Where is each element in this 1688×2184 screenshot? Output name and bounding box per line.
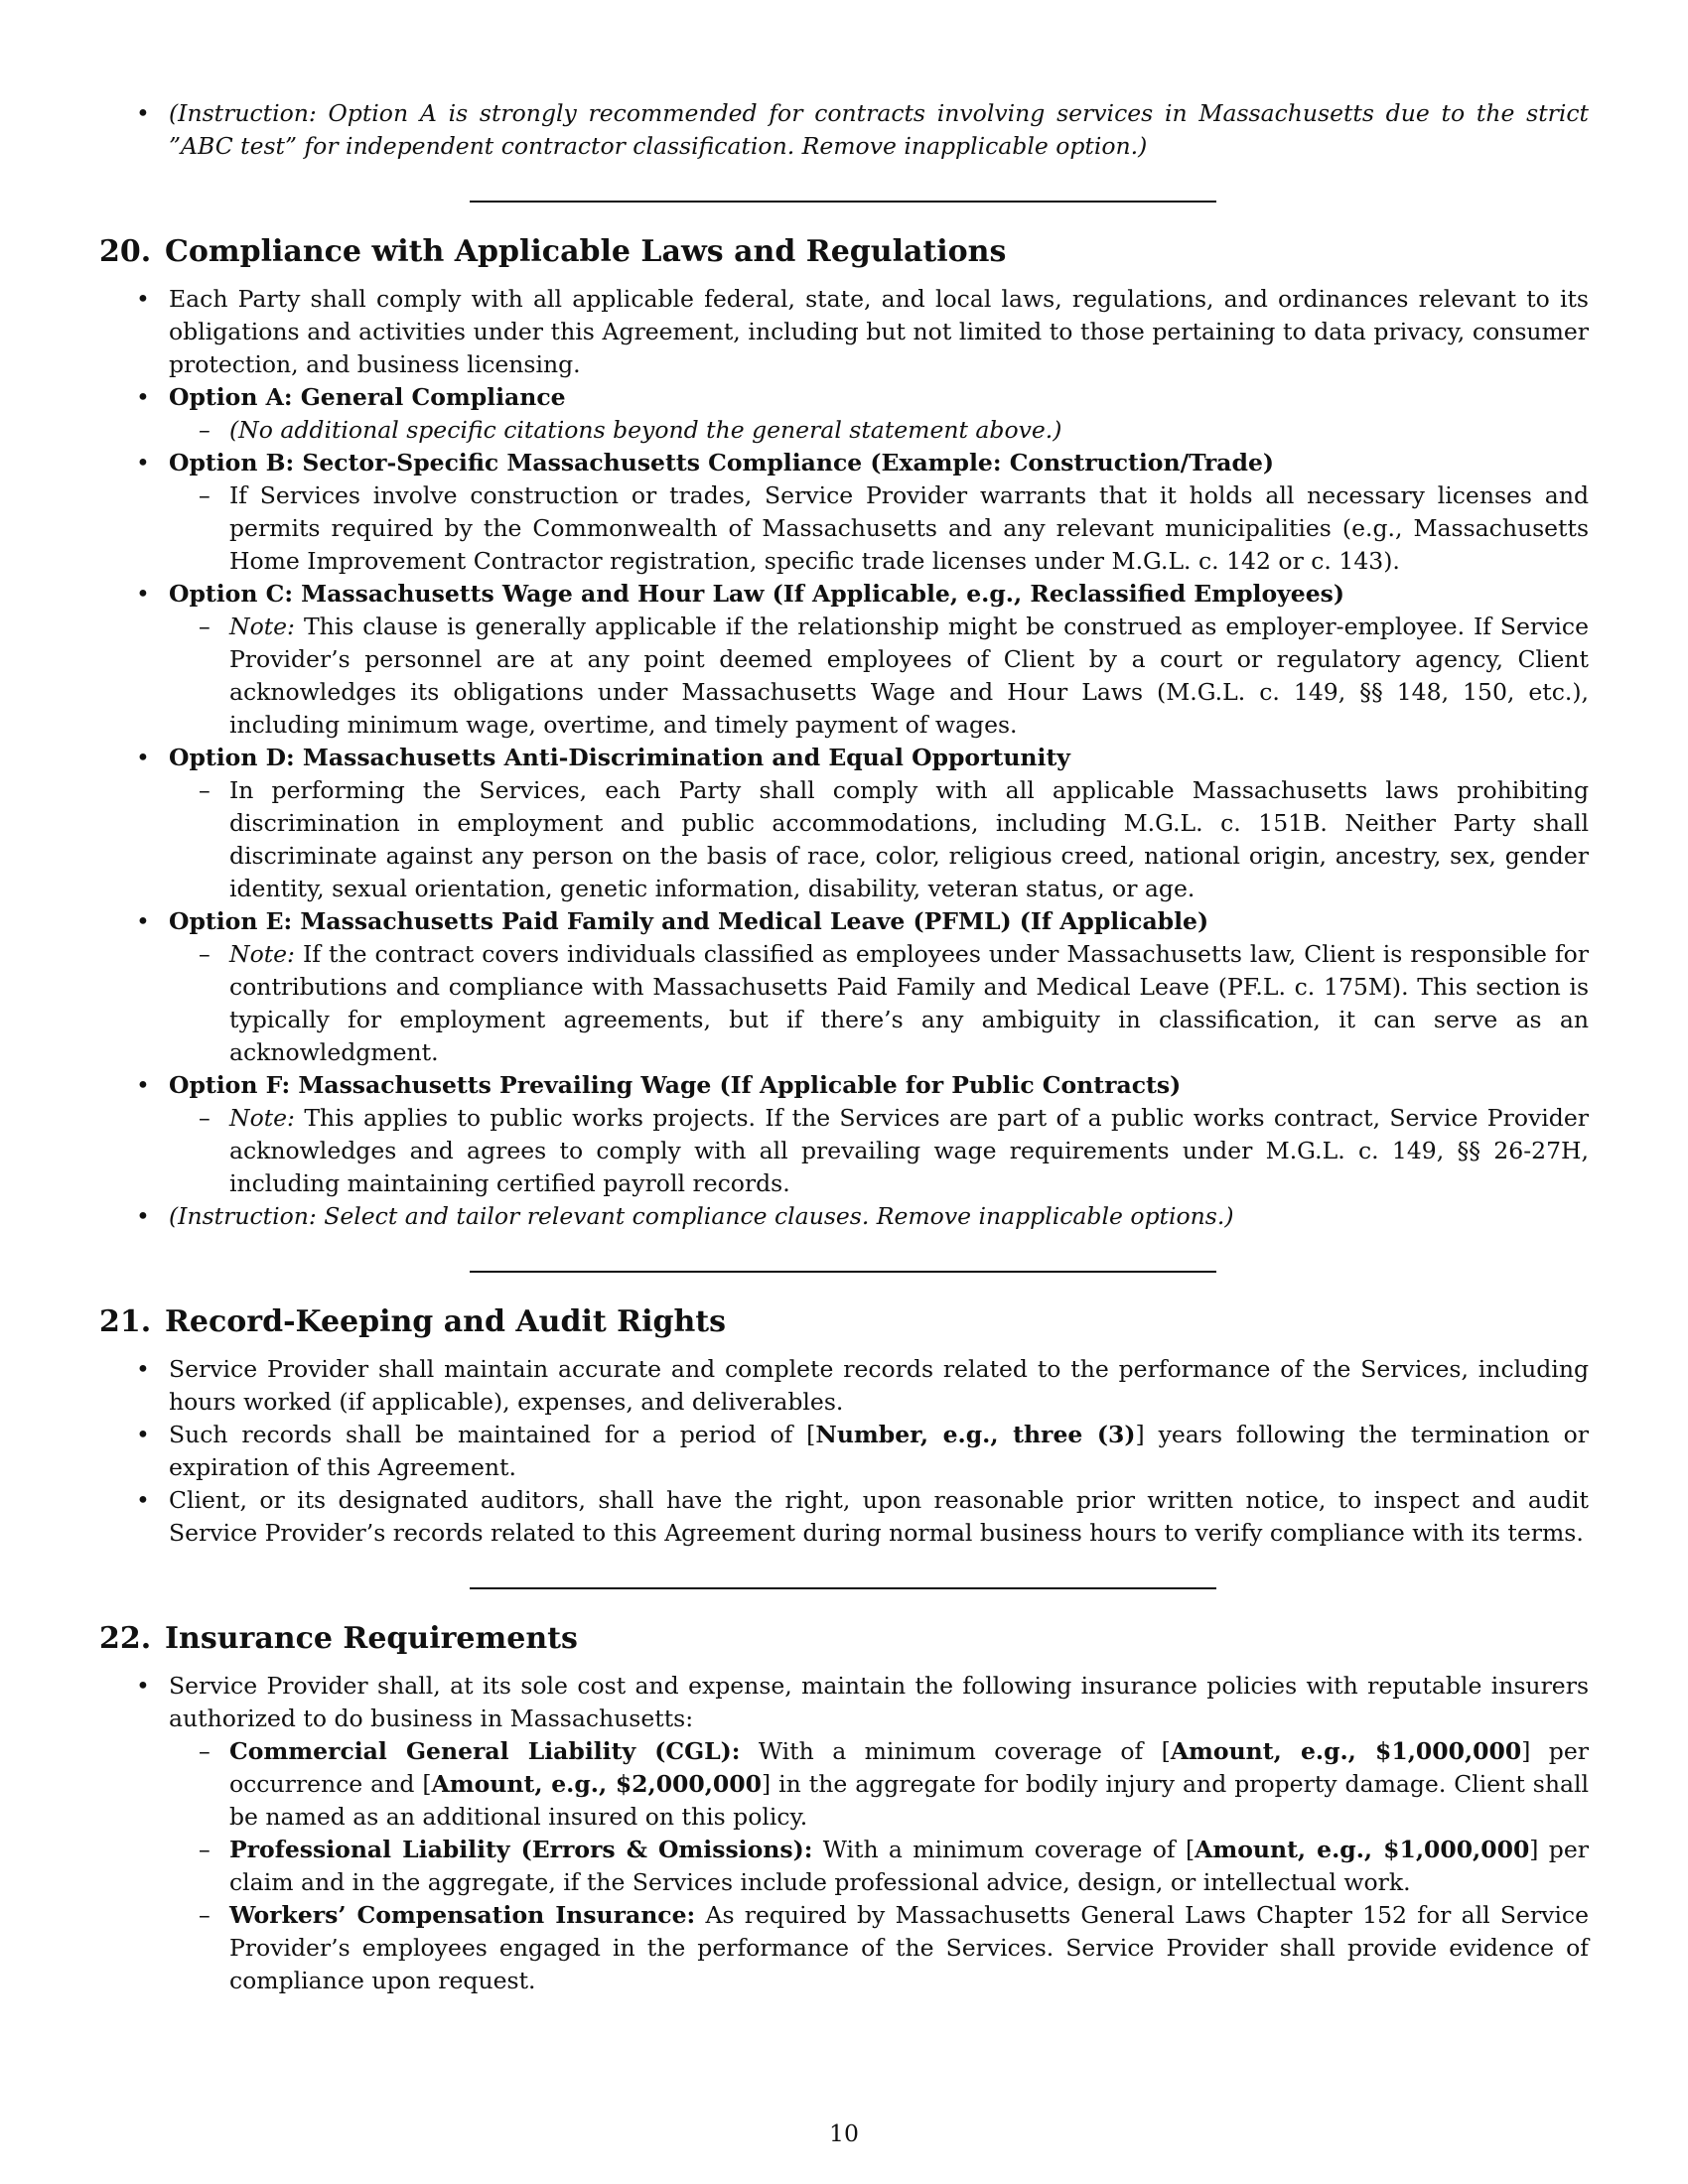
s20-option-f-text: This applies to public works projects. If the Services are part of a public works contract, Service Provider acknowledges and agrees to comply with all prevailing wage requirements under M.G.L. c. 149, §§ 26-27H, including maintaining certified payroll records. <box>229 1104 1589 1197</box>
section-21-title: Record-Keeping and Audit Rights <box>165 1304 727 1339</box>
s22-wc-text: As required by Massachusetts General Laws Chapter 152 for all Service Provider’s employees engaged in the performance of the Services. Service Provider shall provide evidence of compliance upon request. <box>229 1901 1589 1994</box>
s22-pl-text-2: ] per claim and in the aggregate, if the Services include professional advice, design, or intellectual work. <box>229 1836 1589 1896</box>
s20-option-c <box>99 578 1589 742</box>
page-number: 10 <box>829 2119 859 2147</box>
s22-wc-item <box>169 1899 1589 1997</box>
s20-option-f-title: Option F: Massachusetts Prevailing Wage (If Applicable for Public Contracts) <box>169 1071 1182 1099</box>
s22-cgl-placeholder-2: Amount, e.g., $2,000,000 <box>431 1770 762 1798</box>
section-21-number: 21. <box>99 1304 152 1339</box>
s22-insurance-intro: Service Provider shall, at its sole cost and expense, maintain the following insurance policies with reputable insurers authorized to do business in Massachusetts: <box>169 1672 1589 1732</box>
intro-instruction: • (Instruction: Option A is strongly recommended for contracts involving services in Massachusetts due to the strict ”ABC test” for independent contractor classification. Remove inapplicable option.) <box>99 97 1589 163</box>
s20-option-c-item <box>169 611 1589 742</box>
s20-option-d-sublist <box>169 774 1589 905</box>
s20-instruction: • (Instruction: Select and tailor relevant compliance clauses. Remove inapplicable options.) <box>99 1200 1589 1233</box>
section-20-number: 20. <box>99 234 152 269</box>
s22-cgl-text-2: ] per occurrence and [ <box>229 1737 1589 1798</box>
s20-option-e-note-label: Note: <box>229 940 295 968</box>
s22-pl-item <box>169 1834 1589 1899</box>
s20-option-a-text: – (No additional specific citations beyond the general statement above.) <box>169 414 1589 447</box>
s21-retention-pre: Such records shall be maintained for a period of [ <box>169 1421 816 1448</box>
s20-option-b-sublist <box>169 479 1589 578</box>
s20-option-c-sublist <box>169 611 1589 742</box>
s20-option-e-title: Option E: Massachusetts Paid Family and Medical Leave (PFML) (If Applicable) <box>169 907 1209 935</box>
section-22-title: Insurance Requirements <box>165 1621 578 1656</box>
s22-pl-label: Professional Liability (Errors & Omissions): <box>229 1836 813 1863</box>
s20-option-b <box>99 447 1589 578</box>
s22-cgl-label: Commercial General Liability (CGL): <box>229 1737 741 1765</box>
s22-insurance-sublist <box>169 1735 1589 1997</box>
section-20-list <box>99 283 1589 1233</box>
section-divider <box>470 1271 1216 1273</box>
s20-option-f-sublist <box>169 1102 1589 1200</box>
s21-audit-paragraph: • Client, or its designated auditors, shall have the right, upon reasonable prior written notice, to inspect and audit Service Provider’s records related to this Agreement during normal business hours to verify compliance with its terms. <box>99 1484 1589 1550</box>
section-22-list <box>99 1670 1589 1997</box>
s21-retention-placeholder: Number, e.g., three (3) <box>815 1421 1136 1448</box>
section-20-title: Compliance with Applicable Laws and Regulations <box>165 234 1007 269</box>
s20-option-c-note-label: Note: <box>229 613 295 640</box>
s20-option-f-item <box>169 1102 1589 1200</box>
document-page <box>99 97 1589 1997</box>
s20-option-e-sublist <box>169 938 1589 1069</box>
section-20-heading <box>99 232 1589 272</box>
s20-option-a-sublist <box>169 414 1589 447</box>
section-divider <box>470 1587 1216 1589</box>
s20-option-a-title: Option A: General Compliance <box>169 383 566 411</box>
s20-option-e-text: If the contract covers individuals classified as employees under Massachusetts law, Client is responsible for contributions and compliance with Massachusetts Paid Family and Medical Leave (PF.L. c. 175M). This section is typically for employment agreements, but if there’s any ambiguity in classification, it can serve as an acknowledgment. <box>229 940 1589 1066</box>
section-divider <box>470 201 1216 203</box>
s20-option-c-text: This clause is generally applicable if the relationship might be construed as employer-employee. If Service Provider’s personnel are at any point deemed employees of Client by a court or regulatory agency, Client acknowledges its obligations under Massachusetts Wage and Hour Laws (M.G.L. c. 149, §§ 148, 150, etc.), including minimum wage, overtime, and timely payment of wages. <box>229 613 1589 739</box>
s22-wc-label: Workers’ Compensation Insurance: <box>229 1901 696 1929</box>
s20-option-d-text: – In performing the Services, each Party shall comply with all applicable Massachusetts laws prohibiting discrimination in employment and public accommodations, including M.G.L. c. 151B. Neither Party shall discriminate against any person on the basis of race, color, religious creed, national origin, ancestry, sex, gender identity, sexual orientation, genetic information, disability, veteran status, or age. <box>169 774 1589 905</box>
s22-cgl-item <box>169 1735 1589 1834</box>
s20-option-e <box>99 905 1589 1069</box>
s20-option-f-note-label: Note: <box>229 1104 295 1132</box>
s22-pl-text-1: With a minimum coverage of [ <box>822 1836 1196 1863</box>
s20-general-paragraph: • Each Party shall comply with all applicable federal, state, and local laws, regulations, and ordinances relevant to its obligations and activities under this Agreement, including but not limited to those pertaining to data privacy, consumer protection, and business licensing. <box>99 283 1589 381</box>
section-22-number: 22. <box>99 1621 152 1656</box>
section-21-list <box>99 1353 1589 1550</box>
s22-insurance-paragraph <box>99 1670 1589 1997</box>
s21-records-paragraph: • Service Provider shall maintain accurate and complete records related to the performance of the Services, including hours worked (if applicable), expenses, and deliverables. <box>99 1353 1589 1419</box>
s20-option-b-text: – If Services involve construction or trades, Service Provider warrants that it holds all necessary licenses and permits required by the Commonwealth of Massachusetts and any relevant municipalities (e.g., Massachusetts Home Improvement Contractor registration, specific trade licenses under M.G.L. c. 142 or c. 143). <box>169 479 1589 578</box>
s20-option-a <box>99 381 1589 447</box>
section-21-heading <box>99 1302 1589 1342</box>
s20-option-b-title: Option B: Sector-Specific Massachusetts Compliance (Example: Construction/Trade) <box>169 449 1275 477</box>
s22-cgl-text-3: ] in the aggregate for bodily injury and property damage. Client shall be named as an additional insured on this policy. <box>229 1770 1590 1831</box>
s21-retention-post: ] years following the termination or expiration of this Agreement. <box>169 1421 1590 1481</box>
s22-cgl-text-1: With a minimum coverage of [ <box>758 1737 1171 1765</box>
s20-option-e-item <box>169 938 1589 1069</box>
section-22-heading <box>99 1619 1589 1659</box>
s20-option-d <box>99 742 1589 905</box>
s20-option-d-title: Option D: Massachusetts Anti-Discrimination and Equal Opportunity <box>169 744 1070 771</box>
s22-pl-placeholder: Amount, e.g., $1,000,000 <box>1195 1836 1530 1863</box>
intro-list <box>99 97 1589 163</box>
s20-option-f <box>99 1069 1589 1200</box>
s22-cgl-placeholder-1: Amount, e.g., $1,000,000 <box>1170 1737 1522 1765</box>
s20-option-c-title: Option C: Massachusetts Wage and Hour Law (If Applicable, e.g., Reclassified Employees) <box>169 580 1345 608</box>
s21-retention-paragraph <box>99 1419 1589 1484</box>
